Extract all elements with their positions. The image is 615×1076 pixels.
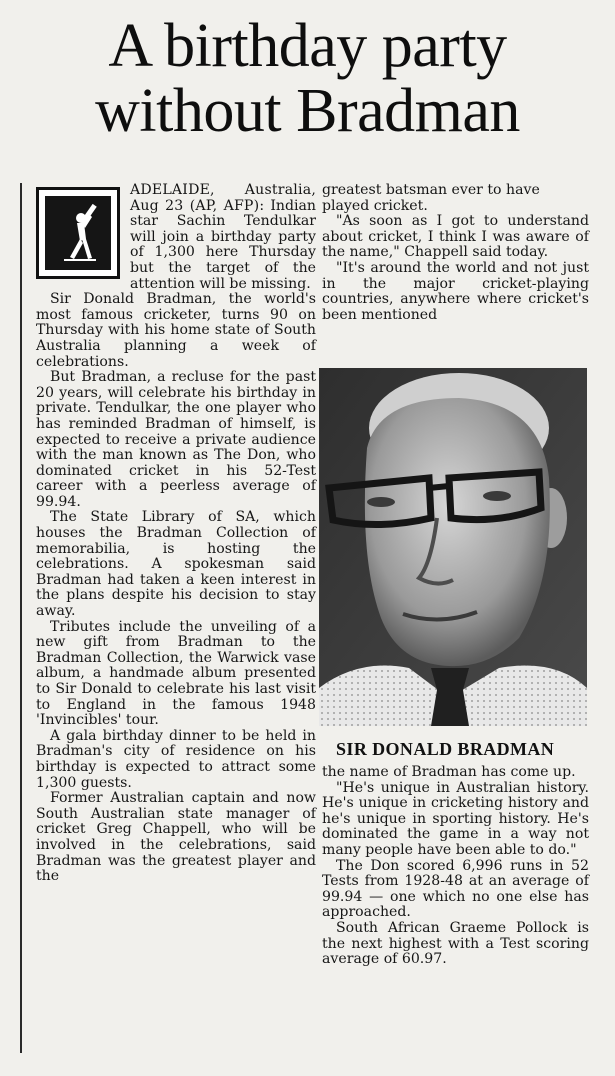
batsman-silhouette-icon bbox=[36, 187, 120, 279]
paragraph-6: A gala birthday dinner to be held in Bradman's city of residence on his birthday is expected to attract some 1,300 guests. bbox=[36, 727, 316, 791]
article-column-left bbox=[36, 183, 316, 885]
article-column-right-top bbox=[322, 183, 589, 323]
headline bbox=[0, 14, 615, 144]
article-column-right-bottom bbox=[322, 765, 589, 968]
paragraph-2: Sir Donald Bradman, the world's most famous cricketer, turns 90 on Thursday with his home state of South Australia planning a week of celebrations. bbox=[36, 291, 316, 370]
paragraph-5: Tributes include the unveiling of a new gift from Bradman to the Bradman Collection, the Warwick vase album, a handmade album presented to Sir Donald to celebrate his last visit to England in the famous 1948 'Invincibles' tour. bbox=[36, 618, 316, 729]
column-rule bbox=[20, 183, 22, 1053]
photo-caption: SIR DONALD BRADMAN bbox=[336, 739, 555, 759]
paragraph-12: "He's unique in Australian history. He's unique in cricketing history and he's unique in sporting history. He's dominated the game in a way not many people have been able to do." bbox=[322, 779, 589, 858]
paragraph-3: But Bradman, a recluse for the past 20 years, will celebrate his birthday in private. Tendulkar, the one player who has reminded Bradman of himself, is expected to receive a private audience with the man known as The Don, who dominated cricket in his 52-Test career with a peerless average of 99.94. bbox=[36, 369, 316, 510]
paragraph-9: "As soon as I got to understand about cricket, I think I was aware of the name," Chappell said today. bbox=[322, 213, 589, 261]
paragraph-14: South African Graeme Pollock is the next highest with a Test scoring average of 60.97. bbox=[322, 919, 589, 968]
paragraph-1-text: Indian star Sachin Tendulkar will join a birthday party of 1,300 here Thursday but the target of the attention will be missing. bbox=[130, 197, 316, 292]
paragraph-4: The State Library of SA, which houses the Bradman Collection of memorabilia, is hosting the celebrations. A spokesman said Bradman had taken a keen interest in the plans despite his decision to stay away. bbox=[36, 509, 316, 620]
headline-line-1: A birthday party bbox=[108, 12, 507, 80]
paragraph-7: Former Australian captain and now South Australian state manager of cricket Greg Chappell, who will be involved in the celebrations, said Bradman was the greatest player and the bbox=[36, 790, 316, 885]
paragraph-13: The Don scored 6,996 runs in 52 Tests from 1928-48 at an average of 99.94 — one which no one else has approached. bbox=[322, 857, 589, 921]
paragraph-10: "It's around the world and not just in the major cricket-playing countries, anywhere where cricket's been mentioned bbox=[322, 259, 589, 323]
dateline: ADELAIDE, Australia, Aug 23 (AP, AFP): bbox=[130, 182, 316, 214]
paragraph-8: greatest batsman ever to have played cricket. bbox=[322, 182, 540, 214]
bradman-portrait-photo bbox=[319, 368, 587, 726]
headline-line-2: without Bradman bbox=[95, 77, 520, 145]
paragraph-11: the name of Bradman has come up. bbox=[322, 764, 576, 780]
